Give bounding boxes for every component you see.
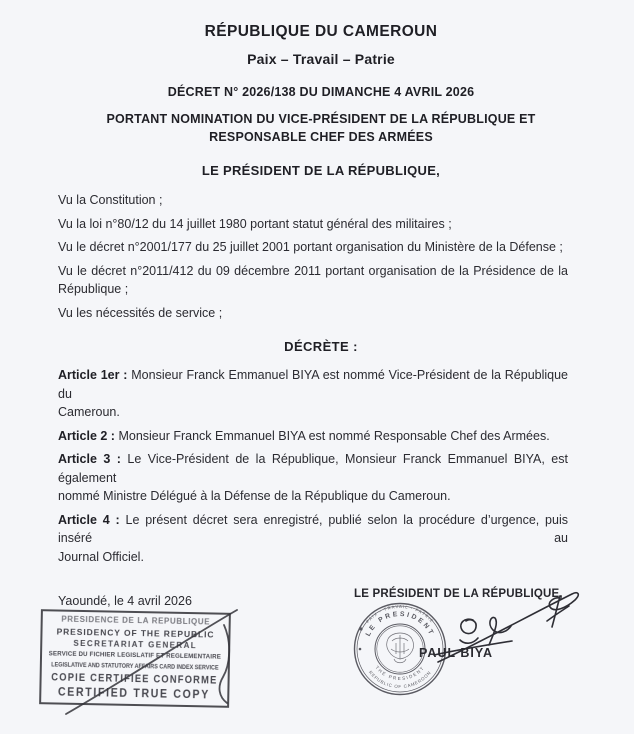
decree-subject xyxy=(58,110,584,146)
stamp-line-3: SECRETARIAT GENERAL xyxy=(73,638,198,651)
president-signature xyxy=(405,583,585,678)
vu-clause-3: Vu le décret n°2001/177 du 25 juillet 2001 portant organisation du Ministère de la Défense ; xyxy=(58,240,563,254)
article-2: Article 2 : Monsieur Franck Emmanuel BIYA est nommé Responsable Chef des Armées. xyxy=(58,428,550,443)
seal-arc-the-president: THE PRESIDENT xyxy=(374,664,426,681)
stamp-line-7: CERTIFIED TRUE COPY xyxy=(58,686,211,702)
article-2-label: Article 2 : xyxy=(58,428,115,443)
seal-arc-le-president: LE PRESIDENT xyxy=(364,610,436,638)
signer-name: PAUL BIYA xyxy=(419,646,494,660)
stamp-pen-strokes xyxy=(30,595,260,734)
place-and-date: Yaoundé, le 4 avril 2026 xyxy=(58,594,192,608)
decree-subject-line2: RESPONSABLE CHEF DES ARMÉES xyxy=(209,130,433,144)
vu-clause-2: Vu la loi n°80/12 du 14 juillet 1980 portant statut général des militaires ; xyxy=(58,216,452,231)
seal-arc-republic-of-cameroon: REPUBLIC OF CAMEROON xyxy=(367,669,433,690)
article-3-label: Article 3 : xyxy=(58,452,121,466)
stamp-line-6: COPIE CERTIFIEE CONFORME xyxy=(51,671,218,687)
article-1: Article 1er : Monsieur Franck Emmanuel BIYA est nommé Vice-Président de la République du Cameroun. xyxy=(58,368,569,419)
article-1-label: Article 1er : xyxy=(58,368,128,382)
stamp-line-5: LEGISLATIVE AND STATUTORY AFFAIRS CARD INDEX SERVICE xyxy=(51,661,219,672)
issuer-heading: LE PRÉSIDENT DE LA RÉPUBLIQUE, xyxy=(201,163,441,178)
signature-title: LE PRÉSIDENT DE LA RÉPUBLIQUE, xyxy=(354,588,563,600)
seal-arc-paix-travail-patrie: PAIX - TRAVAIL - PATRIE xyxy=(364,603,436,624)
national-motto: Paix – Travail – Patrie xyxy=(247,51,395,67)
preamble-section xyxy=(58,191,568,611)
stamp-line-1: PRESIDENCE DE LA REPUBLIQUE xyxy=(61,614,211,627)
decree-number-line: DÉCRET N° 2026/138 DU DIMANCHE 4 AVRIL 2026 xyxy=(167,85,475,99)
stamp-line-2: PRESIDENCY OF THE REPUBLIC xyxy=(56,626,215,640)
vu-clause-5: Vu les nécessités de service ; xyxy=(58,305,223,320)
vu-clause-4: Vu le décret n°2011/412 du 09 décembre 2011 portant organisation de la Présidence de la République ; xyxy=(58,263,568,296)
article-4-label: Article 4 : xyxy=(58,512,120,527)
decree-subject-line1: PORTANT NOMINATION DU VICE-PRÉSIDENT DE LA RÉPUBLIQUE ET xyxy=(106,112,536,126)
vu-clause-1: Vu la Constitution ; xyxy=(58,193,163,207)
article-3: Article 3 : Le Vice-Président de la République, Monsieur Franck Emmanuel BIYA, est également nommé Ministre Délégué à la Défense de la République du Cameroun. xyxy=(58,452,568,503)
stamp-line-4: SERVICE DU FICHIER LEGISLATIF ET REGLEMENTAIRE xyxy=(48,650,222,661)
document-body xyxy=(58,0,568,611)
decrete-heading: DÉCRÈTE : xyxy=(284,339,358,354)
country-title: RÉPUBLIQUE DU CAMEROUN xyxy=(204,23,438,40)
article-4: Article 4 : Le présent décret sera enregistré, publié selon la procédure d’urgence, puis inséré au Journal Officiel. xyxy=(58,512,568,564)
